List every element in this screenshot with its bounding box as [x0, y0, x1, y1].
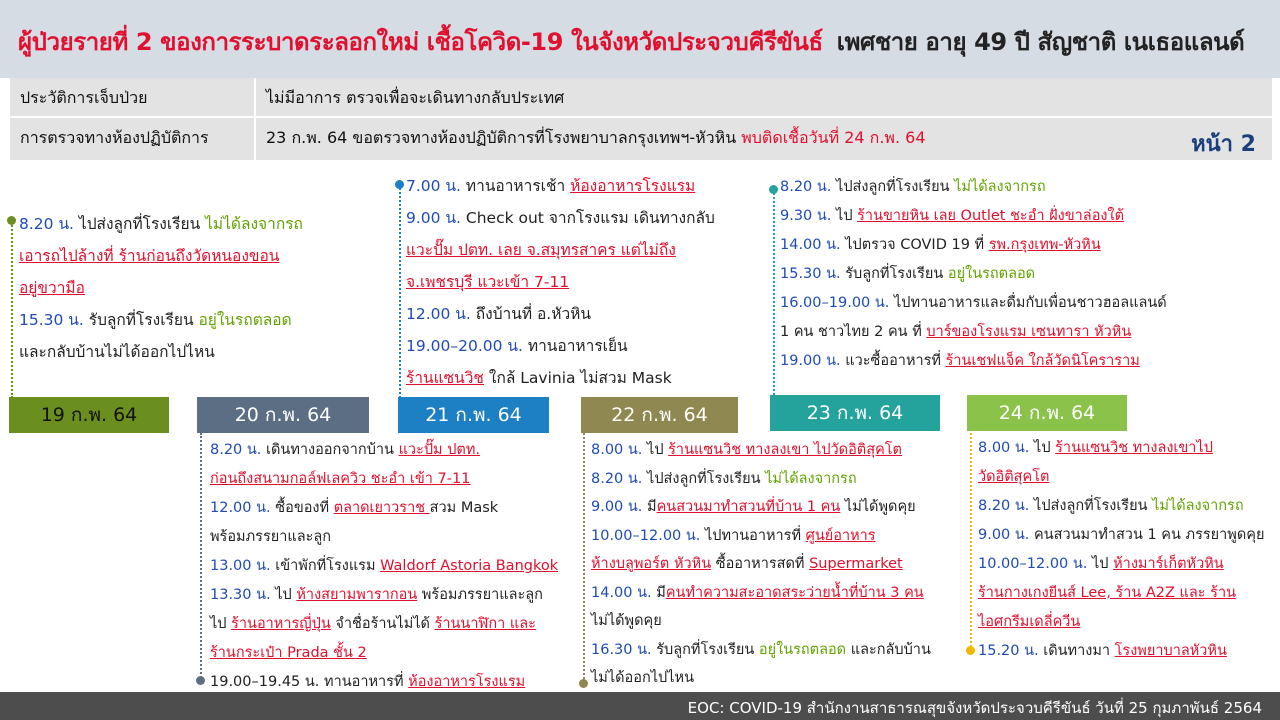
events-23 [780, 173, 1167, 376]
event-line: 9.00 น. มีคนสวนมาทำสวนที่บ้าน 1 คน ไม่ได้พูดคุย [591, 499, 916, 515]
lab-value [256, 118, 1272, 160]
event-line: แวะปั๊ม ปตท. เลย จ.สมุทรสาคร แต่ไม่ถึง [406, 241, 676, 259]
event-line: ห้างบลูพอร์ต หัวหิน ซื้ออาหารสดที่ Supermarket [591, 556, 903, 572]
event-line: อยู่ขวามือ [19, 279, 85, 297]
date-box-24 [967, 395, 1127, 431]
title-bar [0, 0, 1280, 80]
event-line: 10.00–12.00 น. ไป ห้างมาร์เก็ตหัวหิน [978, 556, 1224, 572]
date-22: 22 ก.พ. 64 [611, 404, 708, 426]
event-line: 7.00 น. ทานอาหารเช้า ห้องอาหารโรงแรม [406, 177, 696, 195]
info-row-history [10, 78, 1272, 118]
title-red: ผู้ป่วยรายที่ 2 ของการระบาดระลอกใหม่ เชื้อโควิด-19 ในจังหวัดประจวบคีรีขันธ์ [18, 28, 823, 56]
events-19 [19, 208, 303, 368]
history-label: ประวัติการเจ็บป่วย [10, 78, 256, 116]
connector-20 [200, 433, 202, 681]
event-line: 15.30 น. รับลูกที่โรงเรียน อยู่ในรถตลอด [780, 266, 1036, 282]
event-line: ไอศกรีมเดลี่ควีน [978, 614, 1081, 630]
events-20 [210, 436, 558, 697]
event-line: เอารถไปล้างที่ ร้านก่อนถึงวัดหนองขอน [19, 247, 280, 265]
title-black: เพศชาย อายุ 49 ปี สัญชาติ เนเธอแลนด์ [836, 28, 1245, 56]
date-box-21 [398, 397, 549, 433]
date-box-23 [770, 395, 940, 431]
event-line: 12.00 น. ซื้อของที่ ตลาดเยาวราช สวม Mask [210, 500, 499, 516]
event-line: 8.20 น. ไปส่งลูกที่โรงเรียน ไม่ได้ลงจากรถ [591, 470, 857, 487]
info-table [10, 78, 1272, 162]
date-23: 23 ก.พ. 64 [806, 402, 904, 424]
date-box-19 [9, 397, 169, 433]
dot-21 [395, 180, 404, 189]
event-line: 9.30 น. ไป ร้านขายหิน เลย Outlet ชะอำ ฝั่งขาล่องใต้ [780, 208, 1124, 224]
event-line: 14.00 น. ไปตรวจ COVID 19 ที่ รพ.กรุงเทพ-หัวหิน [780, 237, 1101, 253]
info-row-lab [10, 118, 1272, 162]
event-line: 19.00–20.00 น. ทานอาหารเย็น [406, 337, 628, 355]
date-19: 19 ก.พ. 64 [40, 404, 138, 426]
event-line: ไป ร้านอาหารญี่ปุ่น จำชื่อร้านไม่ได้ ร้านนาฬิกา และ [210, 616, 536, 632]
event-line: 13.30 น. ไป ห้างสยามพารากอน พร้อมภรรยาและลูก [210, 587, 543, 603]
dot-20 [196, 676, 205, 685]
history-value: ไม่มีอาการ ตรวจเพื่อจะเดินทางกลับประเทศ [266, 88, 565, 107]
page-number: หน้า 2 [1191, 132, 1256, 157]
event-line: 9.00 น. Check out จากโรงแรม เดินทางกลับ [406, 209, 715, 227]
lab-text: 23 ก.พ. 64 ขอตรวจทางห้องปฏิบัติการที่โรงพยาบาลกรุงเทพฯ-หัวหิน [266, 128, 742, 147]
connector-19 [11, 222, 13, 398]
events-22 [591, 436, 931, 693]
event-line: 16.30 น. รับลูกที่โรงเรียน อยู่ในรถตลอด และกลับบ้าน [591, 641, 931, 658]
event-line: 9.00 น. คนสวนมาทำสวน 1 คน ภรรยาพูดคุย [978, 527, 1265, 543]
event-line: พร้อมภรรยาและลูก [210, 529, 332, 545]
dot-19 [7, 216, 16, 225]
event-line: 14.00 น. มีคนทำความสะอาดสระว่ายน้ำที่บ้าน 3 คน [591, 584, 924, 601]
connector-22 [583, 433, 585, 683]
event-line: ไม่ได้พูดคุย [591, 613, 662, 629]
connector-23 [773, 190, 775, 398]
event-line: ร้านกางเกงยีนส์ Lee, ร้าน A2Z และ ร้าน [978, 585, 1237, 601]
dot-23 [769, 185, 778, 194]
footer: EOC: COVID-19 สำนักงานสาธารณสุขจังหวัดประจวบคีรีขันธ์ วันที่ 25 กุมภาพันธ์ 2564 [0, 692, 1280, 720]
date-box-22 [581, 397, 738, 433]
event-line: ก่อนถึงสนามกอล์ฟเลควิว ชะอำ เข้า 7-11 [210, 471, 471, 487]
event-line: 8.20 น. เดินทางออกจากบ้าน แวะปั๊ม ปตท. [210, 442, 481, 458]
events-24 [978, 434, 1264, 666]
dot-24 [966, 646, 975, 655]
event-line: 15.30 น. รับลูกที่โรงเรียน อยู่ในรถตลอด [19, 311, 292, 329]
event-line: 8.00 น. ไป ร้านแซนวิช ทางลงเขาไป [978, 440, 1213, 456]
event-line: 1 คน ชาวไทย 2 คน ที่ บาร์ของโรงแรม เซนทารา หัวหิน [780, 324, 1132, 340]
connector-24 [970, 433, 972, 651]
event-line: จ.เพชรบุรี แวะเข้า 7-11 [406, 273, 570, 291]
event-line: 12.00 น. ถึงบ้านที่ อ.หัวหิน [406, 305, 591, 323]
event-line: 8.20 น. ไปส่งลูกที่โรงเรียน ไม่ได้ลงจากรถ [780, 179, 1046, 195]
lab-result: พบติดเชื้อวันที่ 24 ก.พ. 64 [741, 128, 926, 147]
connector-21 [399, 184, 401, 398]
event-line: 19.00–19.45 น. ทานอาหารที่ ห้องอาหารโรงแรม [210, 674, 526, 690]
event-line: ร้านกระเป๋า Prada ชั้น 2 [210, 645, 367, 661]
events-21 [406, 170, 715, 394]
event-line: 15.20 น. เดินทางมา โรงพยาบาลหัวหิน [978, 643, 1227, 659]
lab-label: การตรวจทางห้องปฏิบัติการ [10, 118, 256, 160]
event-line: 13.00 น. เข้าพักที่โรงแรม Waldorf Astoria Bangkok [210, 558, 559, 574]
event-line: ร้านแซนวิช ใกล้ Lavinia ไม่สวม Mask [406, 369, 672, 387]
event-line: วัดอิติสุคโต [978, 469, 1050, 485]
event-line: 8.00 น. ไป ร้านแซนวิช ทางลงเขา ไปวัดอิติสุคโต [591, 442, 902, 458]
event-line: 16.00–19.00 น. ไปทานอาหารและดื่มกับเพื่อนชาวฮอลแลนด์ [780, 295, 1167, 311]
event-line: และกลับบ้านไม่ได้ออกไปไหน [19, 343, 215, 361]
date-24: 24 ก.พ. 64 [998, 402, 1096, 424]
event-line: 8.20 น. ไปส่งลูกที่โรงเรียน ไม่ได้ลงจากรถ [978, 498, 1244, 514]
date-21: 21 ก.พ. 64 [425, 404, 522, 426]
dot-22 [579, 679, 588, 688]
event-line: ไม่ได้ออกไปไหน [591, 670, 695, 686]
event-line: 10.00–12.00 น. ไปทานอาหารที่ ศูนย์อาหาร [591, 527, 876, 544]
date-20: 20 ก.พ. 64 [234, 404, 332, 426]
date-box-20 [197, 397, 369, 433]
event-line: 8.20 น. ไปส่งลูกที่โรงเรียน ไม่ได้ลงจากรถ [19, 215, 303, 233]
page-title [18, 22, 1244, 61]
event-line: 19.00 น. แวะซื้ออาหารที่ ร้านเชฟแจ็ค ใกล้วัดนิโคราราม [780, 353, 1140, 369]
